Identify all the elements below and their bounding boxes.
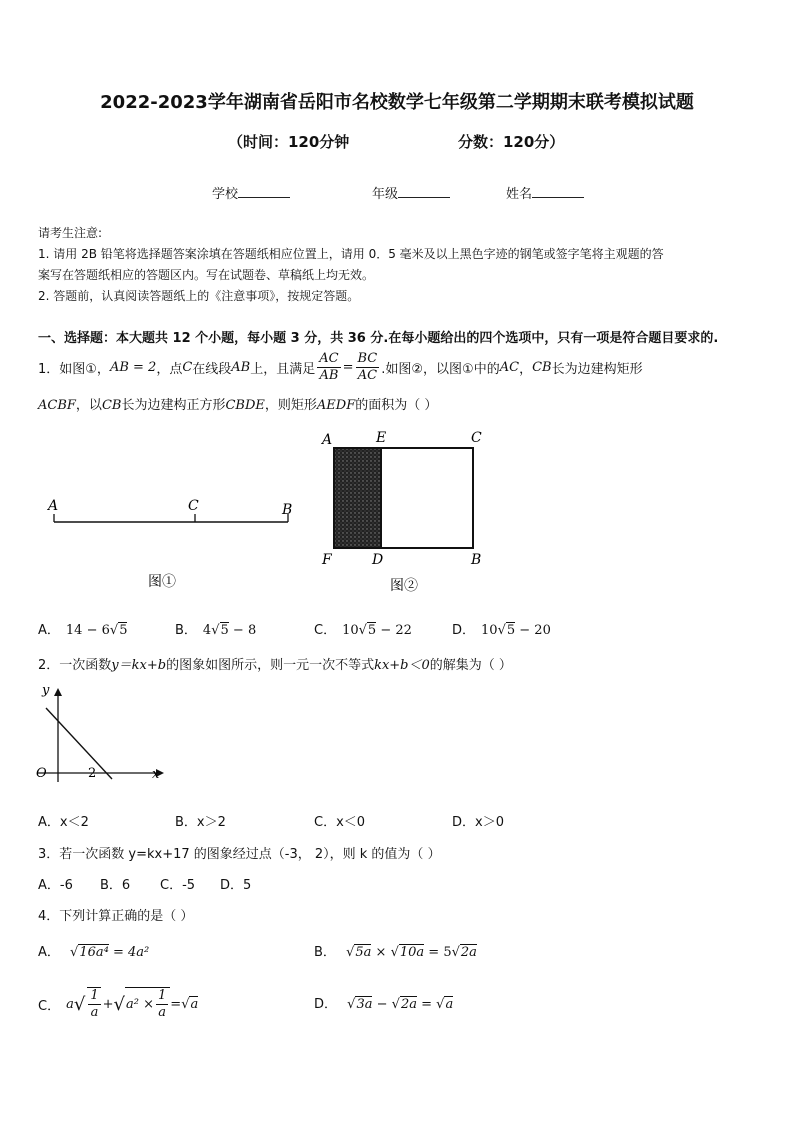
origin-label: O [36,766,47,781]
option-math: a² × [126,997,154,1012]
q1-stem-line1 [38,349,643,385]
q2-text: 2．一次函数 [38,658,112,673]
option-radicand: 5a [355,945,372,960]
option-label: B． [175,623,197,638]
label-a: A [48,498,59,514]
option-radicand: 16a⁴ [79,945,109,960]
option-radicand: a [445,997,454,1012]
label-b: B [471,552,482,568]
q1-fraction-bc-ac: $\frac{BC}{AC}$ [357,350,378,383]
option-label: C． [38,998,61,1014]
option-label: C． [314,623,337,638]
function-line [46,708,112,779]
option-label: B． [314,945,336,960]
q3-stem: 3．若一次函数 y=kx+17 的图象经过点（-3， 2），则 k 的值为（ ） [38,847,441,862]
q3-option-c[interactable]: C．-5 [160,878,196,893]
q1-figure-2 [318,428,498,596]
option-math: − 8 [228,623,257,638]
option-radicand-group [125,987,170,1021]
option-math: a [66,996,74,1012]
option-label: D． [314,997,338,1012]
q1-figure-1 [40,490,310,595]
label-b: B [282,502,293,518]
q1-option-a[interactable]: A． 14 − 6√5 [38,623,128,638]
option-radicand: 5 [367,623,377,638]
option-math: × [371,945,391,960]
q1-text: ，点 [156,361,183,377]
q4-stem: 4．下列计算正确的是（ ） [38,909,194,924]
name-label: 姓名 [506,187,533,202]
label-c: C [188,498,199,514]
q1-text: 长为边建构矩形 [551,361,643,377]
score-label: 分数：120分） [458,133,565,151]
option-fraction: $\frac{1}{a}$ [87,987,100,1021]
q2-math: kx+b＜0 [374,658,430,673]
option-math: 10 [481,623,498,638]
option-math: 4 [202,623,212,638]
option-math: 14 − 6 [65,623,110,638]
x-axis-label: x [152,767,160,782]
q1-option-b[interactable]: B． 4√5 − 8 [175,623,257,638]
option-math: − [372,997,392,1012]
option-radicand: 5 [119,623,128,638]
q2-option-a[interactable]: A．x＜2 [38,815,89,830]
q1-math: AEDF [316,398,356,413]
q2-option-d[interactable]: D．x＞0 [452,815,504,830]
q2-graph [32,680,172,785]
option-radicand: a [190,997,199,1012]
option-math: = [170,996,182,1012]
option-math: = 4a² [108,945,150,960]
school-blank [238,185,290,198]
option-radicand: 2a [400,997,417,1012]
q2-option-b[interactable]: B．x＞2 [175,815,226,830]
q1-math: AC [499,359,520,375]
q1-text: .如图②，以图①中的 [381,361,500,377]
q4-option-b[interactable]: B． √5a × √10a = 5√2a [314,945,477,960]
notice-line-1: 1. 请用 2B 铅笔将选择题答案涂填在答题纸相应位置上，请用 0．5 毫米及以上黑色字迹的钢笔或签字笔将主观题的答 [38,247,664,261]
option-math: 10 [342,623,359,638]
q2-option-c[interactable]: C．x＜0 [314,815,366,830]
option-math: = 5 [424,945,452,960]
page-title: 2022-2023学年湖南省岳阳市名校数学七年级第二学期期末联考模拟试题 [100,92,694,113]
grade-blank [398,185,450,198]
rectangle-aedf-shaded [334,448,381,548]
option-fraction: $\frac{1}{a}$ [158,988,167,1020]
q1-text: 在线段 [192,361,232,377]
option-radicand: 10a [399,945,425,960]
notice-line-2: 2. 答题前，认真阅读答题纸上的《注意事项》，按规定答题。 [38,289,360,303]
figure-1-caption: 图① [148,574,176,590]
option-radicand: 2a [460,945,477,960]
grade-field [372,183,450,202]
q1-text: ，以 [75,398,102,413]
q1-option-d[interactable]: D． 10√5 − 20 [452,623,551,638]
q1-math: ACBF [38,398,76,413]
option-radicand: 3a [356,997,373,1012]
section-heading: 一、选择题：本大题共 12 个小题，每小题 3 分，共 36 分.在每小题给出的四个选项中，只有一项是符合题目要求的. [38,331,719,346]
q1-text: 长为边建构正方形 [121,398,226,413]
label-f: F [322,552,332,568]
label-a: A [322,432,333,448]
q1-text: 上，且满足 [250,361,316,377]
option-math: = [416,997,437,1012]
q4-option-a[interactable]: A． √16a⁴ = 4a² [38,945,150,960]
q1-option-c[interactable]: C． 10√5 − 22 [314,623,412,638]
q1-text: ， [519,361,533,377]
q1-text: 的面积为（ ） [355,398,438,413]
q3-option-b[interactable]: B．6 [100,878,131,893]
x-intercept-label: 2 [88,766,97,781]
school-field [212,183,290,202]
q1-stem-line2 [38,394,437,413]
notice-heading: 请考生注意: [38,226,103,240]
q1-math: C [182,359,193,375]
label-d: D [372,552,384,568]
q1-math: CB [532,359,552,375]
q1-equals: = [342,359,354,375]
label-e: E [376,430,387,446]
q3-option-a[interactable]: A．-6 [38,878,73,893]
option-label: A． [38,623,60,638]
q2-text: 的解集为（ ） [429,658,512,673]
y-axis-arrow [54,688,62,696]
q1-math: AB [231,359,251,375]
option-label: D． [452,623,476,638]
q1-math: CBDE [225,398,265,413]
grade-label: 年级 [372,187,399,202]
q4-option-c[interactable]: C． a √ $\frac{1}{a}$ + √ a² × $\frac{1}{a}$ = √ a [38,988,199,1020]
option-radicand: 5 [506,623,516,638]
q1-fraction-ac-ab: $\frac{AC}{AB}$ [319,350,339,383]
q1-text: 1．如图①， [38,361,110,377]
name-field [506,183,584,202]
notice-line-1b: 案写在答题纸相应的答题区内。写在试题卷、草稿纸上均无效。 [38,268,375,282]
label-c: C [471,430,482,446]
q2-math: y＝kx+b [111,658,167,673]
option-radicand: 5 [220,623,229,638]
q3-option-d[interactable]: D．5 [220,878,252,893]
name-blank [532,185,584,198]
q4-option-d[interactable]: D． √3a − √2a = √a [314,997,454,1012]
option-math: − 20 [515,623,551,638]
q1-math: CB [101,398,122,413]
option-math: + [102,996,114,1012]
option-label: A． [38,945,60,960]
q1-math: AB = 2 [109,359,157,375]
q2-stem [38,654,512,673]
q1-text: ，则矩形 [264,398,317,413]
time-label: （时间：120分钟 [228,133,350,151]
q2-text: 的图象如图所示，则一元一次不等式 [166,658,375,673]
option-math: − 22 [376,623,412,638]
school-label: 学校 [212,187,239,202]
y-axis-label: y [42,683,50,698]
figure-2-caption: 图② [390,578,418,594]
